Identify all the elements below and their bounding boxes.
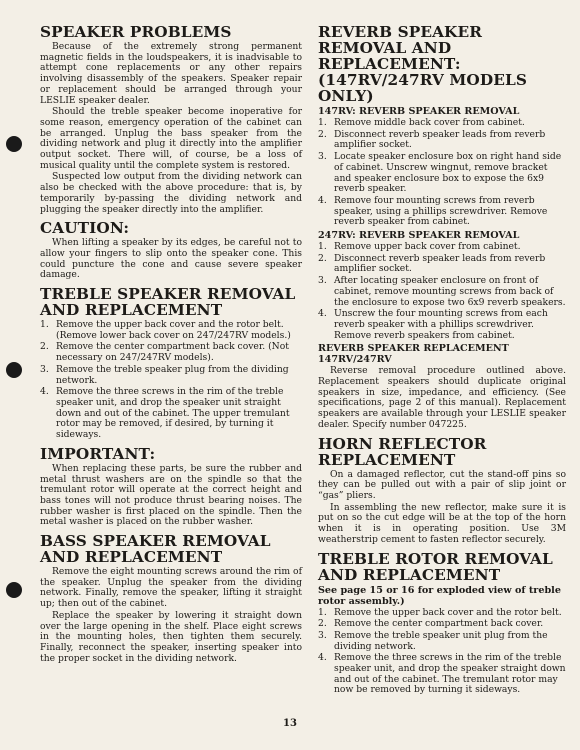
bass-removal-para-1: Remove the eight mounting screws around the rim of the speaker. Unplug the speaker from the dividing network. Finally, remove the speaker, lifting it straight up; then out of the cabinet. <box>40 566 302 610</box>
punch-hole-middle <box>6 362 22 378</box>
caution-para: When lifting a speaker by its edges, be careful not to allow your fingers to slip onto the speaker cone. This could puncture the cone and cause severe speaker damage. <box>40 237 302 281</box>
important-section <box>40 446 302 528</box>
list-item: 2. Remove the center compartment back cover. (Not necessary on 247/247RV models). <box>40 341 289 364</box>
step-text: Disconnect reverb speaker leads from reverb amplifier socket. <box>334 252 546 275</box>
bass-speaker-removal-section <box>40 533 302 664</box>
step-text: Remove the center compartment back cover. (Not necessary on 247/247RV models). <box>56 341 289 364</box>
treble-rotor-subheading: See page 15 or 16 for exploded view of treble rotor assembly.) <box>318 584 561 607</box>
treble-rotor-steps <box>318 608 566 697</box>
treble-speaker-removal-section <box>40 286 302 441</box>
step-text: Remove the upper back cover and the rotor belt. <box>334 606 562 618</box>
speaker-problems-para-2: Should the treble speaker become inoperative for some reason, emergency operation of the cabinet can be arranged. Unplug the bass speaker from the dividing network and plug it directly into the amplifier output socket. There will, of course, be a loss of musical quality until the complete system is restored. <box>40 106 302 171</box>
step-text: Remove middle back cover from cabinet. <box>334 117 525 128</box>
reverb-247rv-subheading: 247RV: REVERB SPEAKER REMOVAL <box>318 230 520 242</box>
speaker-problems-para-3: Suspected low output from the dividing network can also be checked with the above procedure: that is, by temporarily by-passing the dividing network and plugging the speaker directly into the amplifier. <box>40 171 302 215</box>
list-item: 4. Remove the three screws in the rim of the treble speaker unit, and drop the speaker straight down and out of the cabinet. The tremulant rotor may now be removed by turning it sideways. <box>318 652 566 696</box>
list-item: 3. Locate speaker enclosure box on right hand side of cabinet. Unscrew wingnut, remove bracket and speaker enclosure box to expose the 6x9 reverb speaker. <box>318 151 562 195</box>
bass-speaker-removal-heading: BASS SPEAKER REMOVAL AND REPLACEMENT <box>40 532 271 567</box>
bass-removal-para-2: Replace the speaker by lowering it straight down over the large opening in the shelf. Place eight screws in the mounting holes, then tighten them securely. Finally, reconnect the speaker, inserting speaker into the proper socket in the dividing network. <box>40 609 302 664</box>
list-item: 1. Remove upper back cover from cabinet. <box>318 241 521 253</box>
important-heading: IMPORTANT: <box>40 444 156 463</box>
caution-heading: CAUTION: <box>40 219 130 238</box>
step-text: Remove upper back cover from cabinet. <box>334 241 521 253</box>
reverb-147rv-steps <box>318 118 566 228</box>
left-column <box>40 24 302 669</box>
step-text: Remove the upper back cover and the rotor belt. (Remove lower back cover on 247/247RV models.) <box>56 319 291 341</box>
list-item: 2. Remove the center compartment back cover. <box>318 618 544 630</box>
list-item: 1. Remove the upper back cover and the rotor belt. (Remove lower back cover on 247/247RV models.) <box>40 319 291 341</box>
right-column <box>318 24 566 701</box>
list-item: 3. Remove the treble speaker plug from the dividing network. <box>40 363 289 386</box>
reverb-147rv-subheading: 147RV: REVERB SPEAKER REMOVAL <box>318 106 520 117</box>
treble-speaker-removal-heading: TREBLE SPEAKER REMOVAL AND REPLACEMENT <box>40 285 296 320</box>
step-text: Remove the three screws in the rim of the treble speaker unit, and drop the speaker unit straight down and out of the cabinet. The upper tremulant rotor may be removed, if desired, by turning it sideways. <box>56 386 290 441</box>
caution-section <box>40 220 302 281</box>
list-item: 2. Disconnect reverb speaker leads from reverb amplifier socket. <box>318 252 546 275</box>
speaker-problems-section <box>40 24 302 215</box>
speaker-problems-para-1: Because of the extremely strong permanent magnetic fields in the loudspeakers, it is inadvisable to attempt cone replacements or any other repairs involving disassembly of the speakers. Speaker repair or replacement should be arranged through your LESLIE speaker dealer. <box>40 41 302 106</box>
step-text: Remove four mounting screws from reverb speaker, using a phillips screwdriver. Remove reverb speaker from cabinet. <box>334 194 548 228</box>
treble-speaker-steps <box>40 320 302 441</box>
important-para: When replacing these parts, be sure the rubber and metal thrust washers are on the spindle so that the tremulant rotor will operate at the correct height and bass tones will not produce thrust bearing noises. The rubber washer is first placed on the spindle. Then the metal washer is placed on the rubber washer. <box>40 462 302 528</box>
list-item: 3. Remove the treble speaker unit plug from the dividing network. <box>318 629 548 652</box>
reverb-247rv-steps <box>318 242 566 341</box>
speaker-problems-heading: SPEAKER PROBLEMS <box>40 23 232 41</box>
step-text: After locating speaker enclosure on front of cabinet, remove mounting screws from back of the enclosure to expose two 6x9 reverb speakers. <box>334 275 566 308</box>
list-item: 4. Unscrew the four mounting screws from each reverb speaker with a phillips screwdriver. Remove reverb speakers from cabinet. <box>318 308 548 341</box>
step-text: Remove the center compartment back cover. <box>334 618 544 630</box>
reverb-replacement-subheading: REVERB SPEAKER REPLACEMENT 147RV/247RV <box>318 343 509 366</box>
step-text: Locate speaker enclosure box on right hand side of cabinet. Unscrew wingnut, remove bracket and speaker enclosure box to expose the 6x9 reverb speaker. <box>334 151 562 195</box>
punch-hole-top <box>6 136 22 152</box>
horn-reflector-section <box>318 436 566 546</box>
step-text: Disconnect reverb speaker leads from reverb amplifier socket. <box>334 128 546 151</box>
punch-hole-bottom <box>6 582 22 598</box>
list-item: 1. Remove the upper back cover and the rotor belt. <box>318 606 562 618</box>
horn-reflector-para-2: In assembling the new reflector, make sure it is put on so the cut edge will be at the top of the horn when it is in operating position. Use 3M weatherstrip cement to fasten reflector securely. <box>318 501 566 545</box>
reverb-speaker-section <box>318 24 566 431</box>
reverb-speaker-heading: REVERB SPEAKER REMOVAL AND REPLACEMENT: (147RV/247RV MODELS ONLY) <box>318 23 527 105</box>
list-item: 4. Remove the three screws in the rim of the treble speaker unit, and drop the speaker unit straight down and out of the cabinet. The upper tremulant rotor may be removed, if desired, by turning it sideways. <box>40 386 290 441</box>
step-text: Unscrew the four mounting screws from each reverb speaker with a phillips screwdriver. Remove reverb speakers from cabinet. <box>334 308 548 341</box>
horn-reflector-heading: HORN REFLECTOR REPLACEMENT <box>318 434 487 469</box>
treble-rotor-section <box>318 551 566 697</box>
step-text: Remove the three screws in the rim of the treble speaker unit, and drop the speaker straight down and out of the cabinet. The tremulant rotor may now be removed by turning it sideways. <box>334 652 566 696</box>
list-item: 1. Remove middle back cover from cabinet. <box>318 117 525 128</box>
list-item: 4. Remove four mounting screws from reverb speaker, using a phillips screwdriver. Remove reverb speaker from cabinet. <box>318 194 548 228</box>
list-item: 3. After locating speaker enclosure on front of cabinet, remove mounting screws from back of the enclosure to expose two 6x9 reverb speakers. <box>318 275 566 308</box>
step-text: Remove the treble speaker unit plug from the dividing network. <box>334 629 548 652</box>
horn-reflector-para-1: On a damaged reflector, cut the stand-off pins so they can be pulled out with a pair of slip joint or “gas” pliers. <box>318 468 566 501</box>
treble-rotor-heading: TREBLE ROTOR REMOVAL AND REPLACEMENT <box>318 549 553 584</box>
reverb-replacement-para: Reverse removal procedure outlined above. Replacement speakers should duplicate original speakers in size, impedance, and efficiency. (See specifications, page 2 of this manual). Replacement speakers are available through your LESLIE speaker dealer. Specify number 047225. <box>318 365 566 430</box>
step-text: Remove the treble speaker plug from the dividing network. <box>56 363 289 386</box>
page-number: 13 <box>283 718 297 729</box>
list-item: 2. Disconnect reverb speaker leads from reverb amplifier socket. <box>318 128 546 151</box>
